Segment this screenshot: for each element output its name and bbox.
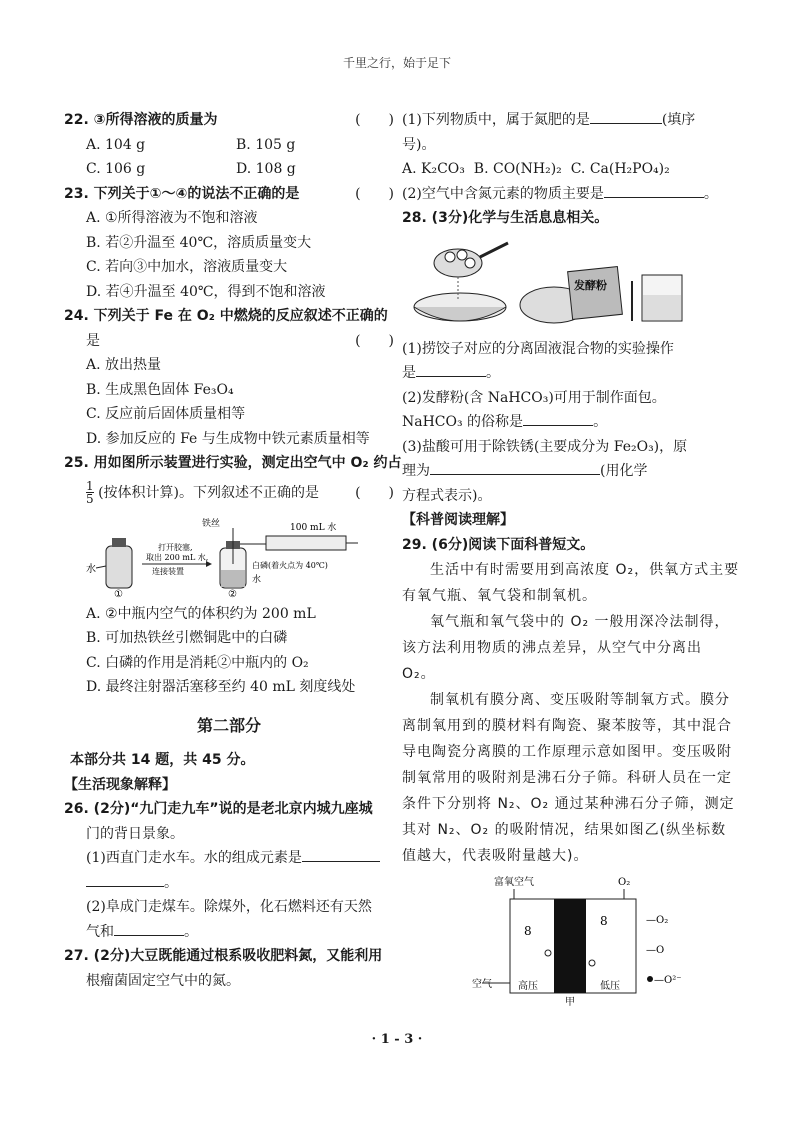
svg-text:铁丝: 铁丝 [202,518,221,529]
page-header: 千里之行，始于足下 [342,56,451,70]
svg-text:发酵粉: 发酵粉 [574,278,607,292]
fraction: $\frac{1}{5}$ [86,479,94,506]
q22-options-cd [64,157,394,182]
svg-text:低压: 低压 [600,981,620,992]
q22-stem: 22. ③所得溶液的质量为 ( ) [64,112,394,128]
syringe [266,536,346,550]
q27-stem: 27. (2分)大豆既能通过根系吸收肥料氮，又能利用 [64,948,383,964]
stopper-1 [112,538,126,547]
q22-option-d: D. 108 g [236,161,296,177]
q23-option-b: B. 若②升温至 40℃，溶质质量变大 [86,234,312,251]
q24-option-b: B. 生成黑色固体 Fe₃O₄ [86,381,234,398]
section-life: 【生活现象解释】 [64,776,176,793]
q24-stem: 24. 下列关于 Fe 在 O₂ 中燃烧的反应叙述不正确的 [64,308,388,324]
q25-option-b: B. 可加热铁丝引燃铜匙中的白磷 [86,630,288,646]
part2-title: 第二部分 [196,715,261,735]
q22-option-a: A. 104 g [86,136,146,153]
svg-text:①: ① [114,588,123,598]
svg-text:连接装置: 连接装置 [152,566,184,576]
q23-stem: 23. 下列关于①～④的说法不正确的是 ( ) [64,185,394,202]
svg-text:8: 8 [600,914,608,928]
answer-blank[interactable] [430,460,600,475]
q24-option-d: D. 参加反应的 Fe 与生成物中铁元素质量相等 [86,430,370,447]
q22-option-c: C. 106 g [86,161,146,177]
svg-text:②: ② [228,588,237,598]
q25-option-d: D. 最终注射器活塞移至约 40 mL 刻度线处 [86,679,356,695]
svg-text:8: 8 [524,924,532,938]
answer-blank[interactable] [523,411,593,426]
ceramic-membrane [554,899,586,993]
svg-text:富氧空气: 富氧空气 [494,877,534,888]
q29-paragraph-3: 制氧机有膜分离、变压吸附等制氧方式。膜分离制氧用到的膜材料有陶瓷、聚苯胺等，其中混合导电陶瓷分离膜的工作原理示意如图甲。变压吸附制氧常用的吸附剂是沸石分子筛。科研人员在一定条件下分别将 N₂、O₂ 通过某种沸石分子筛，测定其对 N₂、O₂ 的吸附情况，结果如图乙(纵坐标数值越大，代表吸附量越大)。 [402,692,735,864]
section-reading: 【科普阅读理解】 [402,512,514,528]
ladle-handle [480,243,508,257]
page-number: · 1 - 3 · [371,1032,423,1047]
answer-blank[interactable] [590,109,662,124]
q25-stem: 25. 用如图所示装置进行实验，测定出空气中 O₂ 约占 [64,455,402,471]
svg-text:甲: 甲 [565,997,575,1008]
left-column: 22. ③所得溶液的质量为 ( ) A. 104 g B. 105 g C. 106 g D. 108 g 23. 下列关于①～④的说法不正确的是 ( ) A. ①所得溶液为不饱和溶液 B. 若②升温至 40℃，溶质质量变大 C. 若向③中加水，溶液质量变大 D. 若④升温至 40℃，得到不饱和溶液 24. 下列关于 Fe 在 O₂ 中燃烧的反应叙述不正确的 是 ( ) A. 放出热量 B. 生成黑色固体 Fe₃O₄ C. 反应前后固体质量相等 D. 参加反应的 Fe 与生成物中铁元素质量相等 25. 用如图所示装置进行实验，测定出空气中 O₂ 约占 $\frac{1}{5}$ (按体积计算)。下列叙述不正确的是 ( ) 水 ① 打开胶塞, 取出 200 mL 水, 连接装置 铁丝 100 mL 水 白磷(着火点为 40℃) 水 ② A. ②中瓶内空气的体积约为 200 mL B. 可加热铁丝引燃铜匙中的白磷 C. 白磷的作用是消耗②中瓶内的 O₂ D. 最终注射器活塞移至约 40 mL 刻度线处 第二部分 本部分共 14 题，共 45 分。 【生活现象解释】 26. (2分)“九门走九车”说的是老北京内城九座城 门的背日景象。 (1)西直门走水车。水的组成元素是 。 (2)阜成门走煤车。除煤外，化石燃料还有天然 气和 。 27. (2分)大豆既能通过根系吸收肥料氮，又能利用 根瘤菌固定空气中的氮。 [64,108,394,993]
q29-stem: 29. (6分)阅读下面科普短文。 [402,536,595,553]
answer-blank[interactable] [114,921,184,936]
q23-option-a: A. ①所得溶液为不饱和溶液 [86,210,258,226]
membrane-diagram [402,873,732,1009]
bottle-1 [106,546,132,588]
q29-paragraph-1: 生活中有时需要用到高浓度 O₂，供氧方式主要有氧气瓶、氧气袋和制氧机。 [402,562,740,604]
q29-paragraph-2: 氧气瓶和氧气袋中的 O₂ 一般用深冷法制得，该方法利用物质的沸点差异，从空气中分离出 O₂。 [402,614,730,682]
svg-text:空气: 空气 [472,979,492,990]
q25-stem-cont: $\frac{1}{5}$ (按体积计算)。下列叙述不正确的是 ( ) [86,479,394,506]
q25-option-a: A. ②中瓶内空气的体积约为 200 mL [86,605,316,622]
q23-option-d: D. 若④升温至 40℃，得到不饱和溶液 [86,283,326,300]
apparatus-diagram [64,514,364,598]
svg-text:打开胶塞,: 打开胶塞, [158,542,193,552]
svg-text:取出 200 mL 水,: 取出 200 mL 水, [146,552,209,562]
answer-blank[interactable] [416,362,486,377]
q28-stem: 28. (3分)化学与生活息息相关。 [402,210,609,226]
right-column: (1)下列物质中，属于氮肥的是 (填序 号)。 A. K₂CO₃ B. CO(NH₂)₂ C. Ca(H₂PO₄)₂ (2)空气中含氮元素的物质主要是 。 28. (3分)化学与生活息息相关。 发酵粉 (1)捞饺子对应的分离固液混合物的实验操作 是 。 (2)发酵粉(含 NaHCO₃)可用于制作面包。 NaHCO₃ 的俗称是 。 (3)盐酸可用于除铁锈(主要成分为 Fe₂O₃)，原 理为 (用化学 方程式表示)。 【科普阅读理解】 29. (6分)阅读下面科普短文。 生活中有时需要用到高浓度 O₂，供氧方式主要有氧气瓶、氧气袋和制氧机。 氧气瓶和氧气袋中的 O₂ 一般用深冷法制得，该方法利用物质的沸点差异，从空气中分离出 O₂。 制氧机有膜分离、变压吸附等制氧方式。膜分离制氧用到的膜材料有陶瓷、聚苯胺等，其中混合导电陶瓷分离膜的工作原理示意如图甲。变压吸附制氧常用的吸附剂是沸石分子筛。科研人员在一定条件下分别将 N₂、O₂ 通过某种沸石分子筛，测定其对 N₂、O₂ 的吸附情况，结果如图乙(纵坐标数值越大，代表吸附量越大)。 富氧空气 O₂ 8 8 空气 高压 低压 甲 —O₂ —O —O²⁻ [402,108,740,1013]
svg-text:O₂: O₂ [618,877,631,888]
part2-intro: 本部分共 14 题，共 45 分。 [70,752,255,768]
svg-text:100 mL 水: 100 mL 水 [290,522,337,533]
q22-options-ab [64,133,394,158]
q23-option-c: C. 若向③中加水，溶液质量变大 [86,259,288,275]
svg-text:白磷(着火点为 40℃): 白磷(着火点为 40℃) [252,560,328,570]
q25-option-c: C. 白磷的作用是消耗②中瓶内的 O₂ [86,654,309,671]
answer-blank[interactable] [302,847,380,862]
baking-powder-bag [568,266,623,319]
svg-text:高压: 高压 [518,981,538,992]
svg-text:—O₂: —O₂ [646,915,669,926]
q26-stem: 26. (2分)“九门走九车”说的是老北京内城九座城 [64,801,373,817]
life-images [402,235,702,333]
q24-option-c: C. 反应前后固体质量相等 [86,406,246,422]
svg-text:—O: —O [646,945,665,956]
q24-option-a: A. 放出热量 [86,357,162,373]
q22-option-b: B. 105 g [236,136,296,153]
fig-water-left: 水 [86,563,96,575]
q24-stem-cont: 是 ( ) [86,332,394,349]
svg-text:水: 水 [252,574,262,585]
answer-blank[interactable] [86,872,164,887]
answer-blank[interactable] [604,183,704,198]
svg-text:—O²⁻: —O²⁻ [654,975,682,986]
